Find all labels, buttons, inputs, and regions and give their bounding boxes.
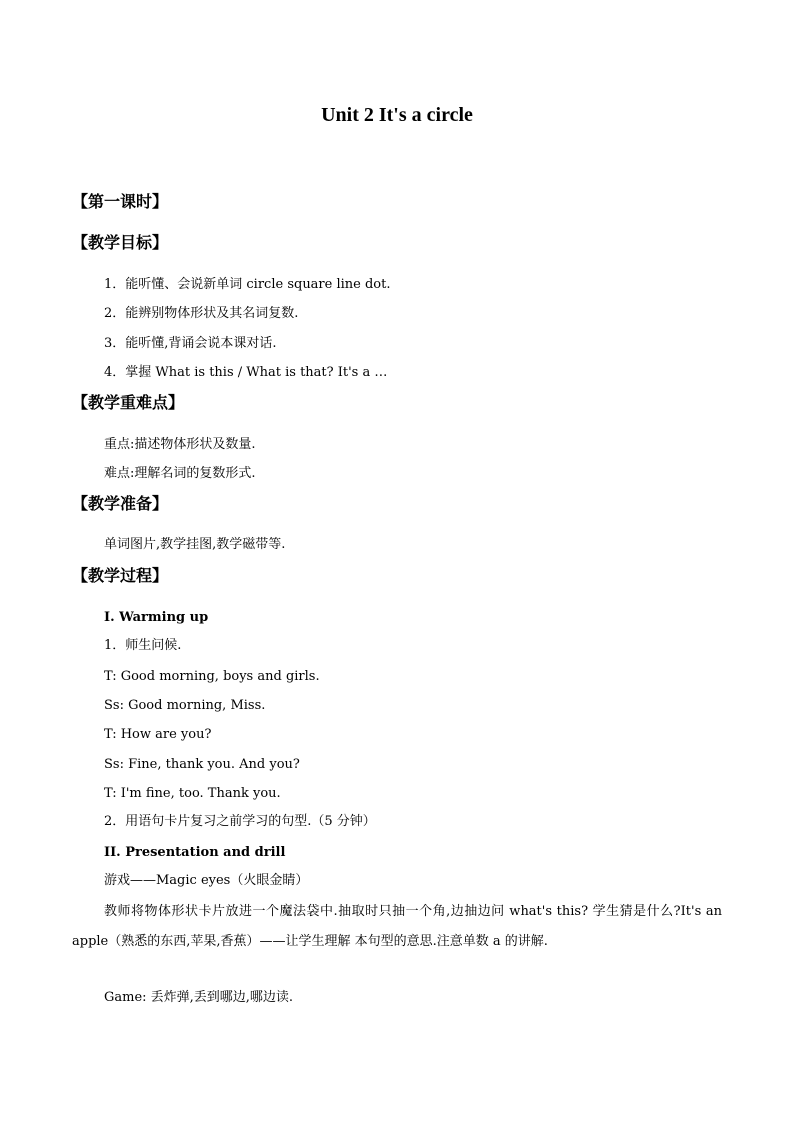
key-point-item: 难点:理解名词的复数形式. — [104, 466, 256, 481]
document-title: Unit 2 It's a circle — [321, 104, 473, 126]
objective-item: 3．能听懂,背诵会说本课对话. — [104, 336, 277, 351]
objective-item: 2．能辨别物体形状及其名词复数. — [104, 306, 299, 321]
dialogue-line: Ss: Good morning, Miss. — [104, 698, 266, 713]
presentation-paragraph: 教师将物体形状卡片放进一个魔法袋中.抽取时只抽一个角,边抽边问 what's this? 学生猜是什么?It's an apple（熟悉的东西,苹果,香蕉）——让学生理解 本句型的意思.注意单数 a 的讲解. — [72, 904, 722, 949]
process-heading: 【教学过程】 — [72, 566, 169, 585]
preparation-heading: 【教学准备】 — [72, 494, 169, 513]
objective-item: 1．能听懂、会说新单词 circle square line dot. — [104, 277, 391, 292]
lesson-heading: 【第一课时】 — [72, 192, 169, 211]
key-point-item: 重点:描述物体形状及数量. — [104, 437, 256, 452]
warming-up-heading: I. Warming up — [104, 610, 209, 625]
warming-up-step: 1．师生问候. — [104, 638, 182, 653]
dialogue-line: T: I'm fine, too. Thank you. — [104, 786, 281, 801]
dialogue-line: Ss: Fine, thank you. And you? — [104, 757, 300, 772]
objective-item: 4．掌握 What is this / What is that? It's a … — [104, 365, 388, 380]
presentation-heading: II. Presentation and drill — [104, 845, 286, 860]
key-points-heading: 【教学重难点】 — [72, 393, 185, 412]
preparation-text: 单词图片,教学挂图,教学磁带等. — [104, 537, 286, 552]
game-title: 游戏——Magic eyes（火眼金睛） — [104, 873, 309, 888]
dialogue-line: T: How are you? — [104, 727, 212, 742]
game-description: Game: 丢炸弹,丢到哪边,哪边读. — [104, 990, 294, 1005]
warming-up-step: 2．用语句卡片复习之前学习的句型.（5 分钟） — [104, 814, 376, 829]
objectives-heading: 【教学目标】 — [72, 233, 169, 252]
dialogue-line: T: Good morning, boys and girls. — [104, 669, 320, 684]
